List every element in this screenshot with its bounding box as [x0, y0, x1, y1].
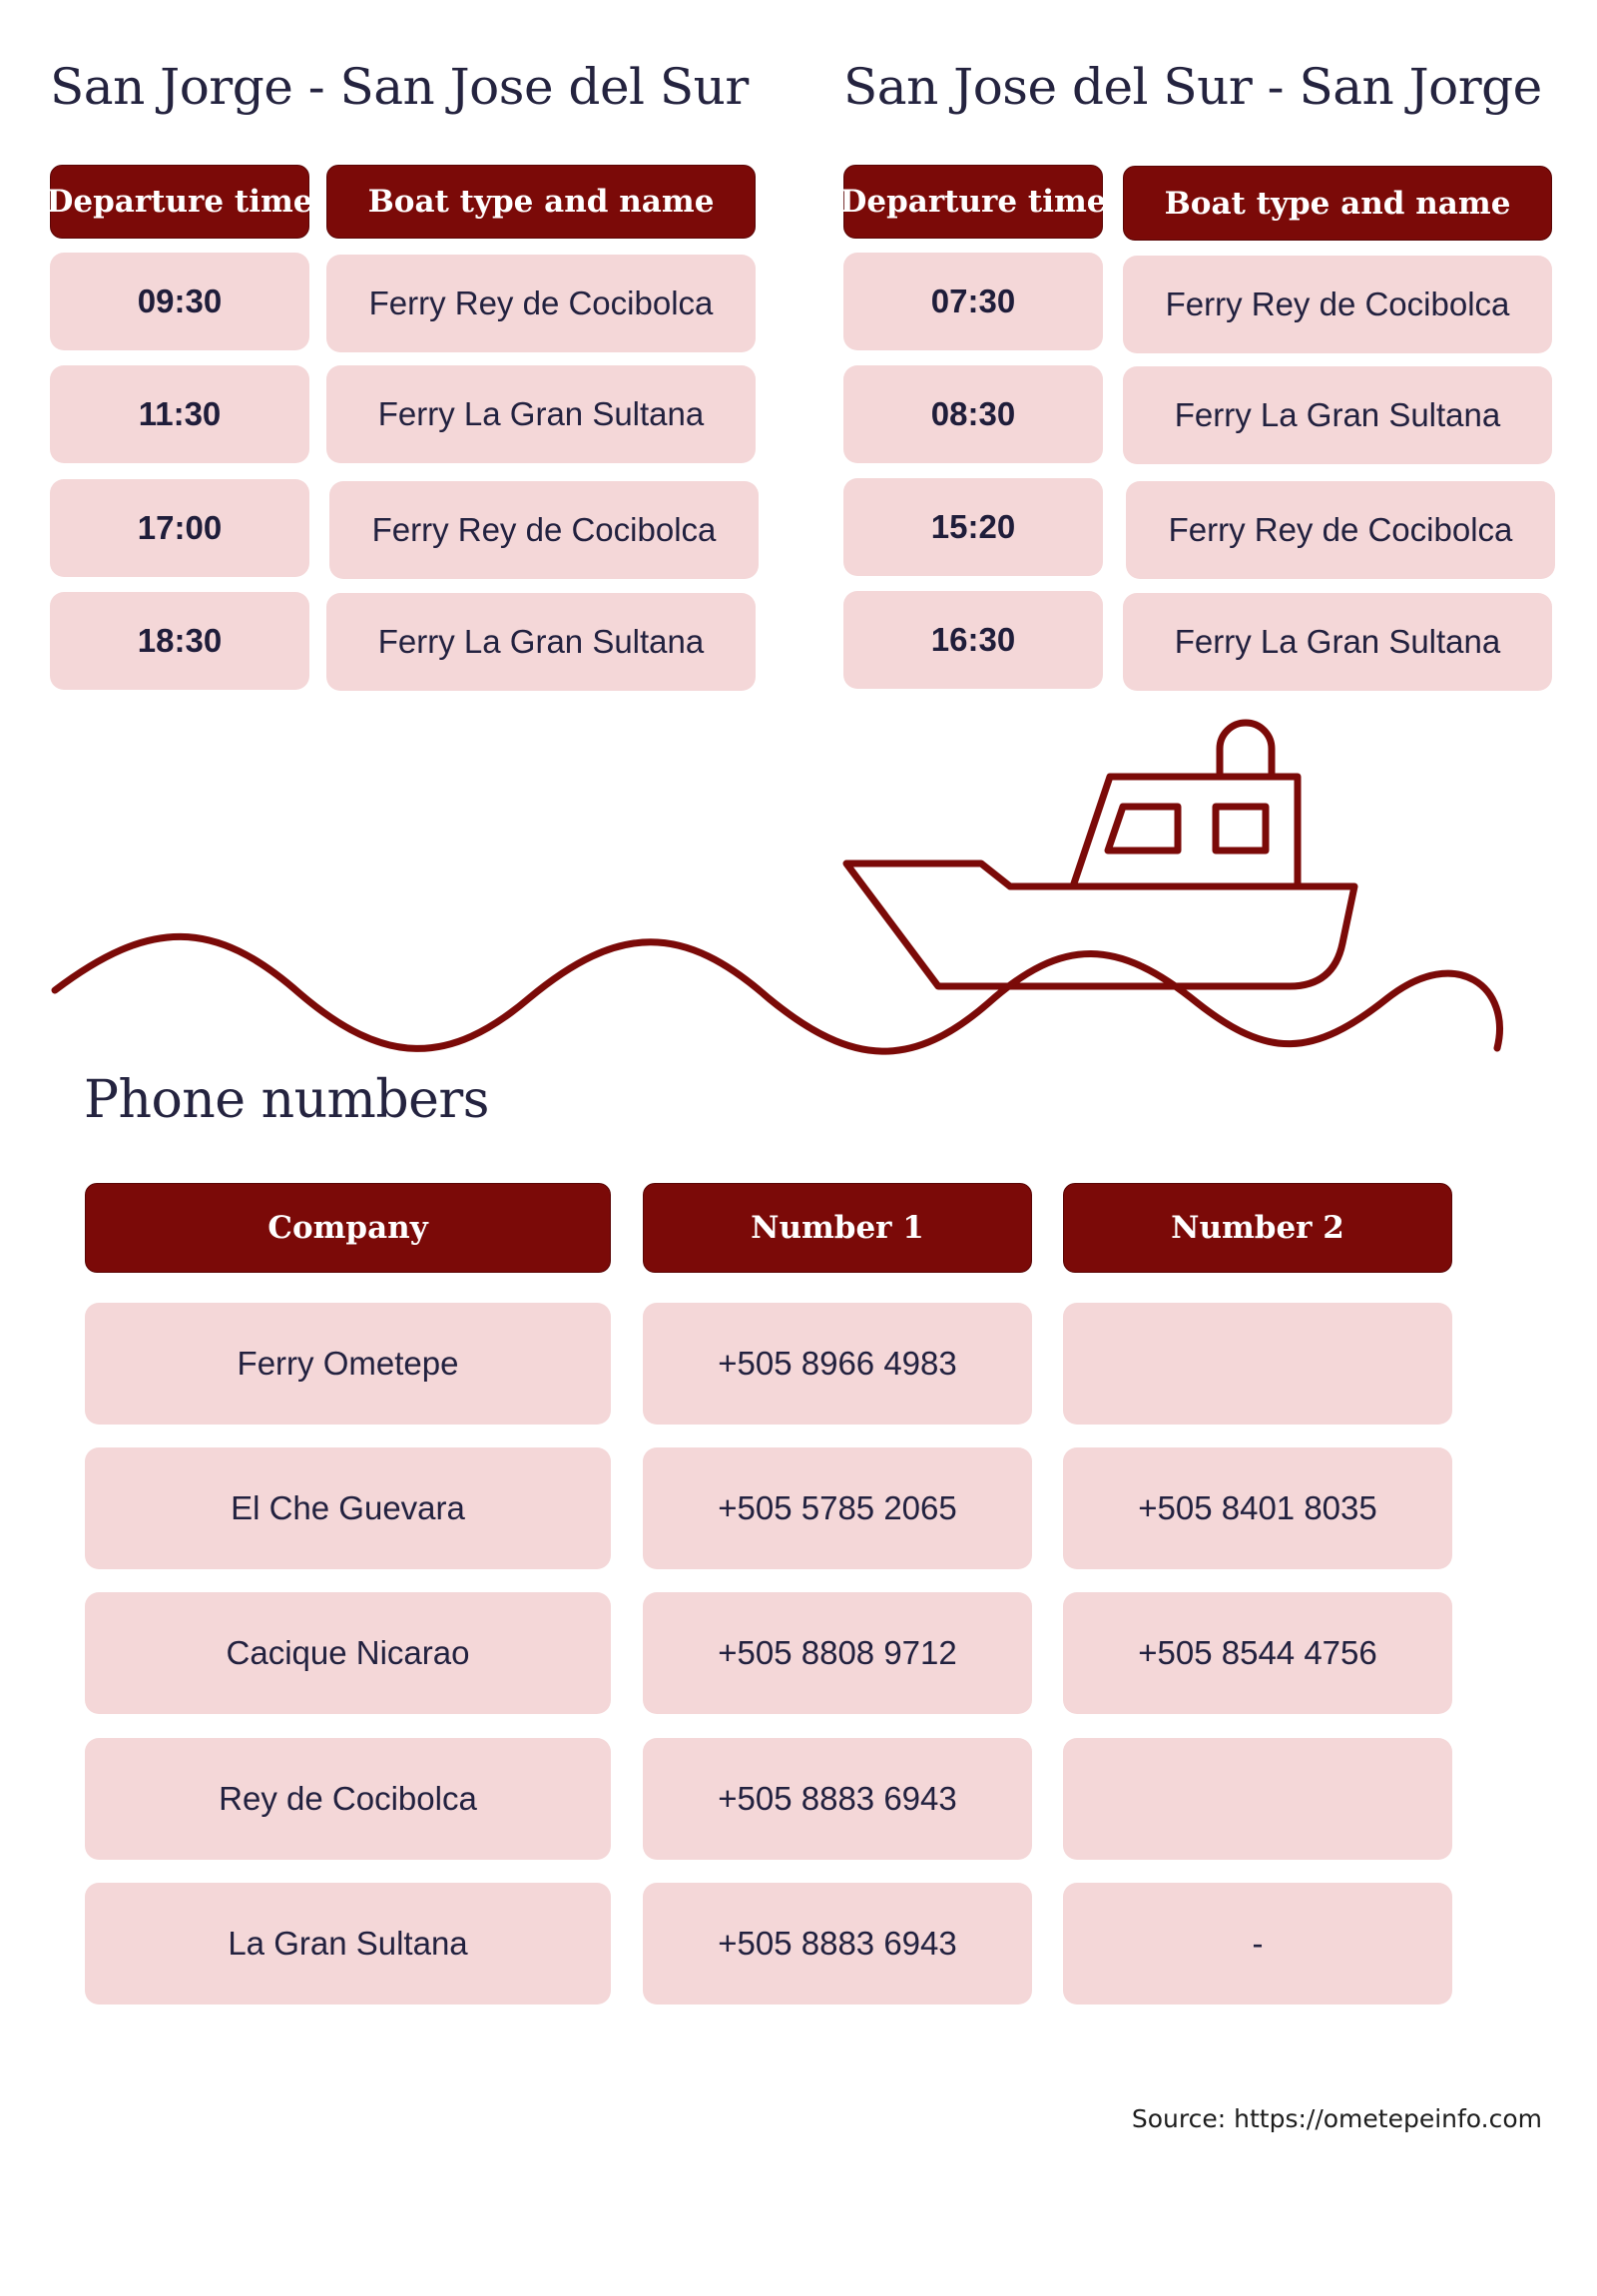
route1-time-cell: 17:00 — [50, 479, 309, 577]
route1-boat-cell: Ferry La Gran Sultana — [326, 593, 756, 691]
phone-number1-cell: +505 5785 2065 — [643, 1447, 1032, 1569]
route2-boat-cell: Ferry Rey de Cocibolca — [1126, 481, 1555, 579]
source-note: Source: https://ometepeinfo.com — [1131, 2104, 1542, 2133]
route1-boat-cell: Ferry Rey de Cocibolca — [329, 481, 759, 579]
route2-time-cell: 16:30 — [843, 591, 1103, 689]
route1-time-cell: 11:30 — [50, 365, 309, 463]
phone-header-company: Company — [85, 1183, 611, 1273]
phone-number2-cell: +505 8544 4756 — [1063, 1592, 1452, 1714]
phone-numbers-title: Phone numbers — [84, 1070, 489, 1130]
route1-time-cell: 18:30 — [50, 592, 309, 690]
phone-header-number2: Number 2 — [1063, 1183, 1452, 1273]
route1-boat-cell: Ferry La Gran Sultana — [326, 365, 756, 463]
phone-number2-cell — [1063, 1738, 1452, 1860]
phone-number1-cell: +505 8883 6943 — [643, 1883, 1032, 2005]
phone-number2-cell: +505 8401 8035 — [1063, 1447, 1452, 1569]
route2-time-cell: 15:20 — [843, 478, 1103, 576]
route2-header-departure-time: Departure time — [843, 165, 1103, 239]
phone-company-cell: Ferry Ometepe — [85, 1303, 611, 1425]
route2-time-cell: 08:30 — [843, 365, 1103, 463]
route-title-san-jorge-to-san-jose: San Jorge - San Jose del Sur — [50, 58, 749, 116]
route2-boat-cell: Ferry Rey de Cocibolca — [1123, 256, 1552, 353]
phone-number1-cell: +505 8966 4983 — [643, 1303, 1032, 1425]
boat-on-waves-icon — [0, 699, 1597, 1058]
phone-header-number1: Number 1 — [643, 1183, 1032, 1273]
route-title-san-jose-to-san-jorge: San Jose del Sur - San Jorge — [843, 58, 1542, 116]
phone-number2-cell — [1063, 1303, 1452, 1425]
route2-header-boat: Boat type and name — [1123, 166, 1552, 241]
route2-boat-cell: Ferry La Gran Sultana — [1123, 366, 1552, 464]
route2-time-cell: 07:30 — [843, 253, 1103, 350]
phone-number1-cell: +505 8808 9712 — [643, 1592, 1032, 1714]
route1-header-boat: Boat type and name — [326, 165, 756, 239]
phone-number1-cell: +505 8883 6943 — [643, 1738, 1032, 1860]
phone-company-cell: La Gran Sultana — [85, 1883, 611, 2005]
phone-company-cell: Cacique Nicarao — [85, 1592, 611, 1714]
route1-time-cell: 09:30 — [50, 253, 309, 350]
route1-boat-cell: Ferry Rey de Cocibolca — [326, 255, 756, 352]
route2-boat-cell: Ferry La Gran Sultana — [1123, 593, 1552, 691]
phone-company-cell: Rey de Cocibolca — [85, 1738, 611, 1860]
phone-company-cell: El Che Guevara — [85, 1447, 611, 1569]
phone-number2-cell: - — [1063, 1883, 1452, 2005]
route1-header-departure-time: Departure time — [50, 165, 309, 239]
